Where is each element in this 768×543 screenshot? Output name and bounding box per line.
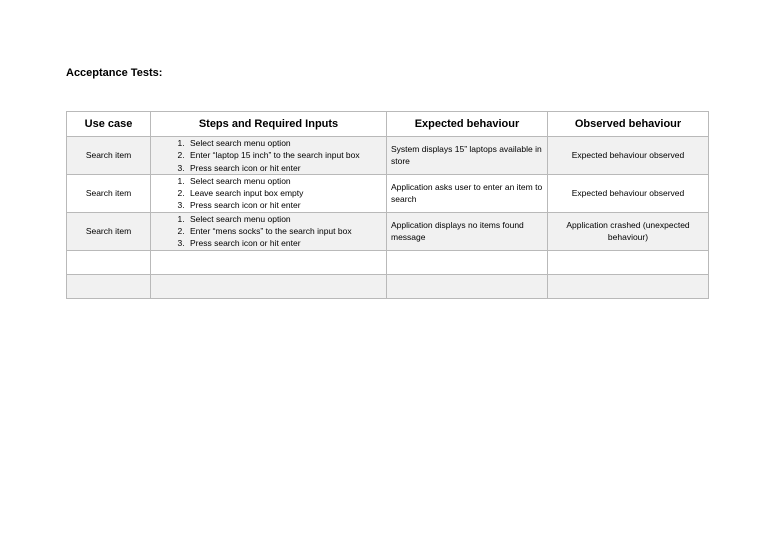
acceptance-tests-table xyxy=(66,111,709,299)
steps-cell xyxy=(151,174,387,212)
steps-cell xyxy=(151,212,387,250)
table-row xyxy=(67,137,709,175)
step-item: 2. Enter “laptop 15 inch” to the search input box xyxy=(187,149,386,161)
empty-cell xyxy=(151,274,387,298)
header-expected: Expected behaviour xyxy=(387,112,548,137)
empty-table-row xyxy=(67,250,709,274)
table-row xyxy=(67,174,709,212)
observed-cell: Expected behaviour observed xyxy=(548,137,709,175)
empty-cell xyxy=(67,274,151,298)
empty-cell xyxy=(67,250,151,274)
step-item: 2. Leave search input box empty xyxy=(187,187,386,199)
use-case-cell: Search item xyxy=(67,212,151,250)
observed-cell: Application crashed (unexpected behaviour) xyxy=(548,212,709,250)
steps-cell xyxy=(151,137,387,175)
empty-table-row xyxy=(67,274,709,298)
expected-cell: Application displays no items found message xyxy=(387,212,548,250)
step-item: 1. Select search menu option xyxy=(187,213,386,225)
empty-cell xyxy=(548,274,709,298)
steps-list xyxy=(151,175,386,212)
header-steps: Steps and Required Inputs xyxy=(151,112,387,137)
document-heading: Acceptance Tests: xyxy=(66,67,163,79)
table-header-row xyxy=(67,112,709,137)
step-item: 3. Press search icon or hit enter xyxy=(187,199,386,211)
observed-cell: Expected behaviour observed xyxy=(548,174,709,212)
table-row xyxy=(67,212,709,250)
header-observed: Observed behaviour xyxy=(548,112,709,137)
steps-list xyxy=(151,213,386,250)
use-case-cell: Search item xyxy=(67,137,151,175)
step-item: 3. Press search icon or hit enter xyxy=(187,162,386,174)
step-item: 3. Press search icon or hit enter xyxy=(187,237,386,249)
expected-cell: System displays 15” laptops available in store xyxy=(387,137,548,175)
expected-cell: Application asks user to enter an item to search xyxy=(387,174,548,212)
step-item: 1. Select search menu option xyxy=(187,137,386,149)
step-item: 1. Select search menu option xyxy=(187,175,386,187)
header-use-case: Use case xyxy=(67,112,151,137)
empty-cell xyxy=(387,274,548,298)
use-case-cell: Search item xyxy=(67,174,151,212)
step-item: 2. Enter “mens socks” to the search input box xyxy=(187,225,386,237)
steps-list xyxy=(151,137,386,174)
empty-cell xyxy=(151,250,387,274)
empty-cell xyxy=(387,250,548,274)
empty-cell xyxy=(548,250,709,274)
